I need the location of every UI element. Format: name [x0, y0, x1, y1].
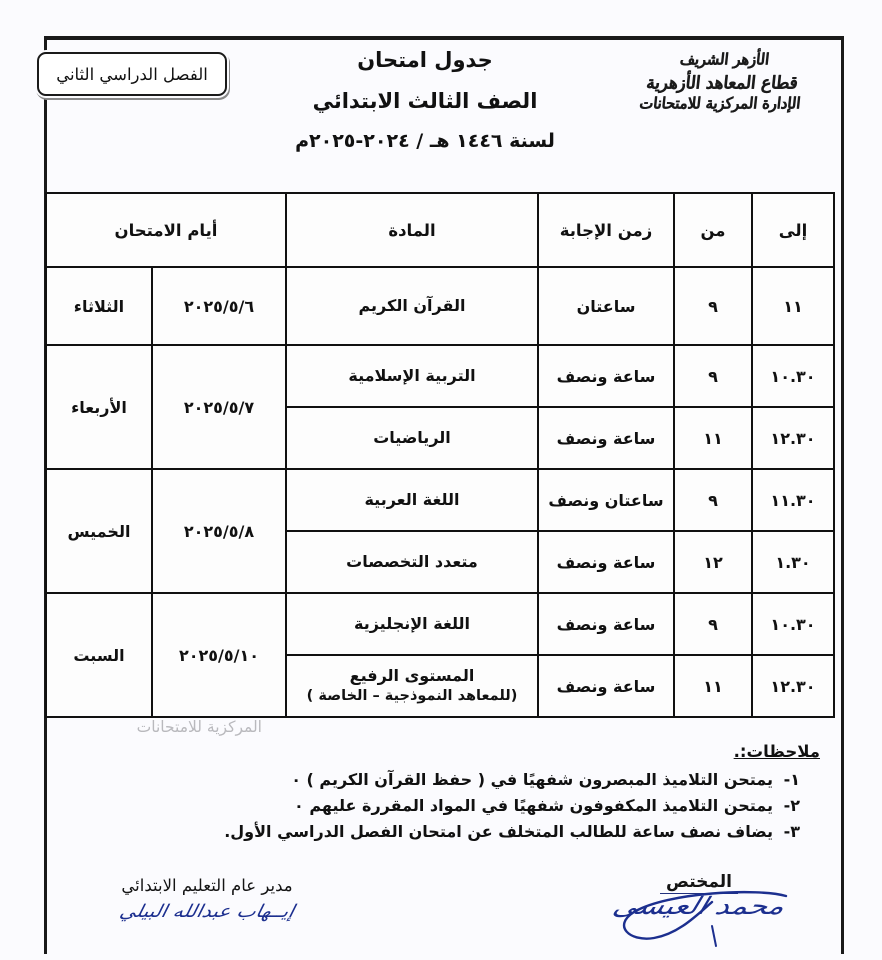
cell-exam-day: الأربعاء: [46, 345, 152, 469]
cell-time-to: ١٠.٣٠: [752, 593, 834, 655]
note-item: [60, 767, 822, 793]
signature-role-officer: المختص: [660, 872, 738, 894]
cell-time-from: ١٢: [674, 531, 752, 593]
cell-exam-date: ٢٠٢٥/٥/٧: [152, 345, 286, 469]
note-text: يضاف نصف ساعة للطالب المتخلف عن امتحان الفصل الدراسي الأول.: [224, 821, 779, 841]
term-badge: الفصل الدراسي الثاني: [37, 52, 227, 96]
cell-time-from: ٩: [674, 469, 752, 531]
cell-time-to: ١١.٣٠: [752, 469, 834, 531]
cell-time-from: ١١: [674, 407, 752, 469]
table-row: [46, 469, 834, 531]
cell-time-from: ٩: [674, 593, 752, 655]
notes-title: ملاحظات:.: [733, 742, 820, 761]
column-header-exam-days: أيام الامتحان: [46, 193, 286, 267]
document-header: [47, 40, 841, 182]
note-number: ١-: [783, 770, 800, 789]
signature-block-officer: [574, 872, 824, 923]
cell-subject: [286, 469, 538, 531]
note-text: يمتحن التلاميذ المبصرون شفهيًا في ( حفظ القرآن الكريم ) ٠: [291, 770, 779, 789]
title-line-year: لسنة ١٤٤٦ هـ / ٢٠٢٤-٢٠٢٥م: [295, 130, 555, 152]
cell-subject: [286, 407, 538, 469]
column-header-from: من: [674, 193, 752, 267]
signature-ink-officer: محمد العيسى: [609, 892, 789, 921]
subject-name: اللغة الإنجليزية: [354, 614, 470, 634]
cell-subject: [286, 655, 538, 717]
watermark-text: المركزية للامتحانات: [136, 718, 262, 736]
signature-role-director: مدير عام التعليم الابتدائي: [121, 876, 293, 895]
cell-time-from: ٩: [674, 267, 752, 345]
subject-name: متعدد التخصصات: [346, 552, 478, 572]
cell-time-to: ١.٣٠: [752, 531, 834, 593]
cell-subject: [286, 267, 538, 345]
title-line-grade: الصف الثالث الابتدائي: [312, 89, 538, 113]
cell-time-from: ٩: [674, 345, 752, 407]
table-body: [46, 267, 834, 717]
note-item: [60, 793, 822, 819]
subject-name: الرياضيات: [373, 428, 451, 448]
cell-duration: ساعة ونصف: [538, 531, 674, 593]
cell-duration: ساعة ونصف: [538, 407, 674, 469]
table-header-row: [46, 193, 834, 267]
cell-exam-date: ٢٠٢٥/٥/٦: [152, 267, 286, 345]
authority-emblem-text: [608, 50, 837, 115]
table-row: [46, 345, 834, 407]
cell-duration: ساعتان: [538, 267, 674, 345]
cell-time-to: ١٢.٣٠: [752, 407, 834, 469]
cell-time-to: ١١: [752, 267, 834, 345]
subject-name: اللغة العربية: [364, 490, 460, 510]
cell-duration: ساعة ونصف: [538, 345, 674, 407]
authority-line-3: الإدارة المركزية للامتحانات: [638, 94, 802, 113]
note-text: يمتحن التلاميذ المكفوفون شفهيًا في المواد المقررة عليهم ٠: [294, 795, 779, 815]
page-title: [245, 48, 605, 152]
subject-name: التربية الإسلامية: [348, 366, 476, 386]
column-header-duration: زمن الإجابة: [538, 193, 674, 267]
exam-schedule-table: [45, 192, 835, 718]
cell-exam-date: ٢٠٢٥/٥/٨: [152, 469, 286, 593]
table-row: [46, 593, 834, 655]
cell-duration: ساعة ونصف: [538, 655, 674, 717]
cell-exam-day: الخميس: [46, 469, 152, 593]
subject-name: القرآن الكريم: [358, 296, 466, 316]
column-header-subject: المادة: [286, 193, 538, 267]
cell-duration: ساعتان ونصف: [538, 469, 674, 531]
cell-time-to: ١٠.٣٠: [752, 345, 834, 407]
cell-subject: [286, 345, 538, 407]
signature-block-director: [92, 876, 322, 923]
notes-list: [60, 767, 822, 845]
subject-note: (للمعاهد النموذجية – الخاصة ): [306, 688, 518, 705]
authority-line-2: قطاع المعاهد الأزهرية: [645, 71, 799, 93]
cell-subject: [286, 593, 538, 655]
title-line-exam-schedule: جدول امتحان: [357, 48, 493, 72]
table-row: [46, 267, 834, 345]
column-header-to: إلى: [752, 193, 834, 267]
note-item: [60, 819, 822, 845]
subject-name: المستوى الرفيع: [349, 666, 475, 686]
signature-ink-director: إيــهاب عبدالله البيلي: [117, 900, 297, 922]
cell-exam-day: الثلاثاء: [46, 267, 152, 345]
note-number: ٢-: [783, 795, 800, 815]
cell-subject: [286, 531, 538, 593]
note-number: ٣-: [783, 821, 800, 841]
authority-line-1: الأزهر الشريف: [678, 50, 770, 69]
cell-exam-date: ٢٠٢٥/٥/١٠: [152, 593, 286, 717]
notes-section: [60, 742, 822, 845]
cell-time-to: ١٢.٣٠: [752, 655, 834, 717]
cell-duration: ساعة ونصف: [538, 593, 674, 655]
cell-time-from: ١١: [674, 655, 752, 717]
schedule-table-container: [47, 192, 835, 718]
cell-exam-day: السبت: [46, 593, 152, 717]
